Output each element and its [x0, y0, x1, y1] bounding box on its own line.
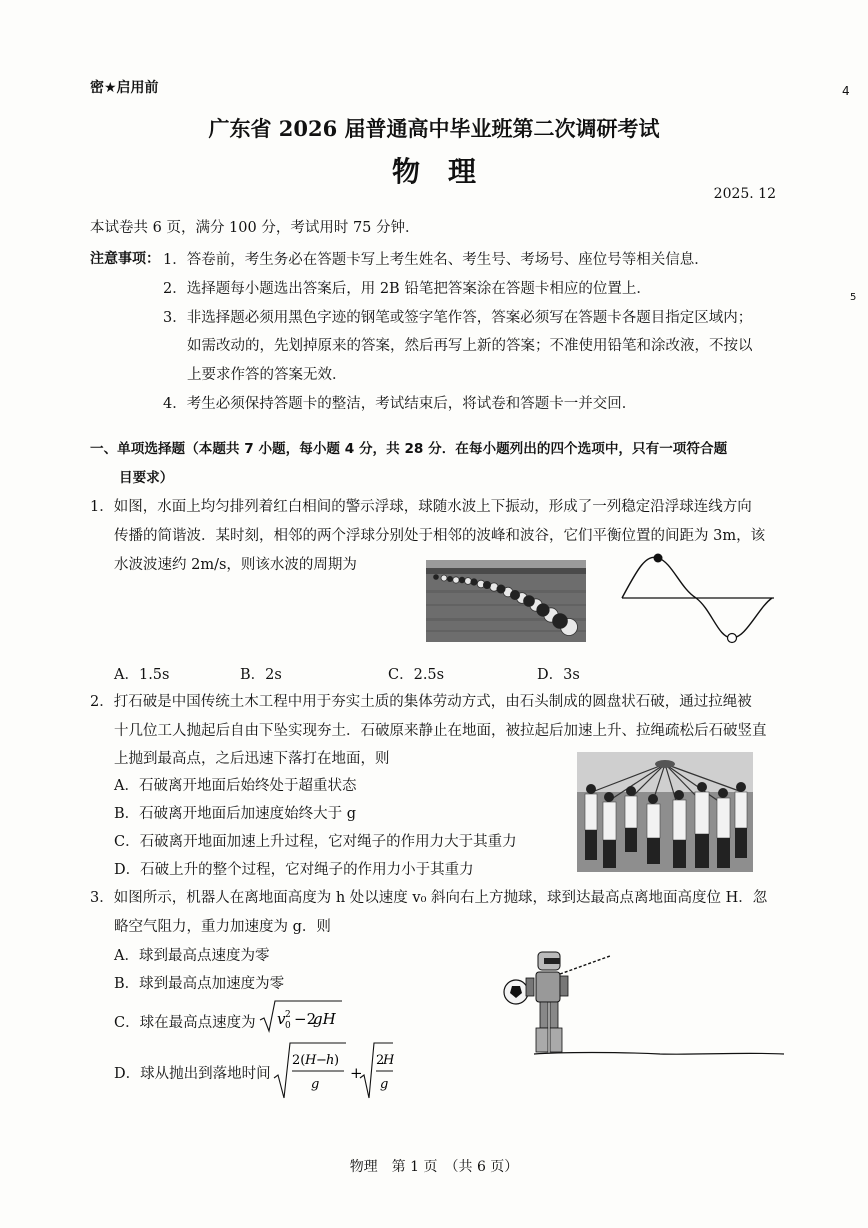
subject-title: 物理 [391, 155, 504, 188]
svg-text:2: 2 [285, 1010, 291, 1020]
formula-sqrt-v0-2gh [258, 998, 344, 1038]
question-1-text: 传播的简谐波．某时刻，相邻的两个浮球分别处于相邻的波峰和波谷，它们平衡位置的间距为 3m，该 [114, 528, 766, 544]
note-item: 4．考生必须保持答题卡的整洁，考试结束后，将试卷和答题卡一并交回． [163, 396, 637, 412]
buoy-photo [426, 560, 586, 642]
corner-number: 4 [842, 84, 850, 98]
svg-text:2(: 2( [292, 1053, 306, 1068]
corner-number-mid: 5 [850, 292, 857, 303]
exam-title: 广东省 2026 届普通高中毕业班第二次调研考试 [208, 116, 660, 141]
robot-throw-diagram [500, 944, 786, 1060]
option-a: A．石破离开地面后始终处于超重状态 [114, 778, 357, 794]
option-b: B．石破离开地面后加速度始终大于 g [114, 806, 357, 822]
option-c: C．2.5s [388, 667, 445, 683]
svg-text:−2: −2 [294, 1010, 317, 1028]
option-d: D．石破上升的整个过程，它对绳子的作用力小于其重力 [114, 862, 474, 878]
wave-diagram [618, 548, 778, 650]
svg-text:): ) [334, 1053, 340, 1068]
note-item: 3．非选择题必须用黑色字迹的钢笔或签字笔作答，答案必须写在答题卡各题目指定区域内； [163, 310, 753, 326]
svg-text:−: − [316, 1053, 327, 1068]
question-2-text: 十几位工人抛起后自由下坠实现夯土．石破原来静止在地面，被拉起后加速上升、拉绳疏松后石破竖直 [114, 723, 767, 739]
section-heading: 一、单项选择题（本题共 7 小题，每小题 4 分，共 28 分．在每小题列出的四个选项中，只有一项符合题 [90, 441, 728, 457]
notes-label: 注意事项： [90, 251, 160, 267]
svg-text:v: v [277, 1010, 286, 1028]
crest-buoy [654, 554, 663, 563]
trough-buoy [728, 634, 737, 643]
svg-text:gH: gH [313, 1010, 336, 1028]
exam-intro: 本试卷共 6 页，满分 100 分，考试用时 75 分钟． [90, 220, 420, 236]
svg-text:g: g [380, 1077, 389, 1092]
stone-tamping-photo [577, 752, 753, 872]
question-2-text: 2．打石破是中国传统土木工程中用于夯实土质的集体劳动方式，由石头制成的圆盘状石破，通过拉绳被 [90, 694, 752, 710]
option-d: D．球从抛出到落地时间 [114, 1066, 271, 1082]
option-a: A．1.5s [114, 667, 170, 683]
question-3-text: 略空气阻力，重力加速度为 g．则 [114, 919, 331, 935]
svg-text:h: h [326, 1053, 335, 1068]
section-heading-cont: 目要求） [119, 470, 174, 486]
confidential-mark: 密★启用前 [90, 80, 159, 96]
exam-date: 2025. 12 [713, 186, 776, 202]
option-c: C．球在最高点速度为 [114, 1015, 256, 1031]
svg-text:2: 2 [376, 1053, 385, 1068]
question-1-text: 1．如图，水面上均匀排列着红白相间的警示浮球，球随水波上下振动，形成了一列稳定沿浮球连线方向 [90, 499, 752, 515]
option-b: B．2s [240, 667, 282, 683]
svg-text:H: H [305, 1053, 317, 1068]
page-footer: 物理 第 1 页 （共 6 页） [349, 1159, 519, 1175]
option-c: C．石破离开地面加速上升过程，它对绳子的作用力大于其重力 [114, 834, 517, 850]
question-1-text: 水波波速约 2m/s，则该水波的周期为 [114, 557, 357, 573]
svg-text:+: + [350, 1064, 363, 1082]
note-item: 1．答卷前，考生务必在答题卡写上考生姓名、考生号、考场号、座位号等相关信息． [163, 252, 709, 268]
option-a: A．球到最高点速度为零 [114, 948, 270, 964]
option-d: D．3s [537, 667, 580, 683]
svg-text:H: H [383, 1053, 394, 1068]
option-b: B．球到最高点加速度为零 [114, 976, 285, 992]
question-3-text: 3．如图所示，机器人在离地面高度为 h 处以速度 v₀ 斜向右上方抛球，球到达最高点离地面高度位 H．忽 [90, 890, 768, 906]
question-2-text: 上抛到最高点，之后迅速下落打在地面，则 [114, 751, 390, 767]
note-item: 如需改动的，先划掉原来的答案，然后再写上新的答案；不准使用铅笔和涂改液，不按以 [187, 338, 753, 354]
svg-text:g: g [311, 1077, 320, 1092]
note-item: 2．选择题每小题选出答案后，用 2B 铅笔把答案涂在答题卡相应的位置上． [163, 281, 651, 297]
formula-fall-time [272, 1040, 394, 1106]
svg-text:0: 0 [285, 1021, 291, 1031]
note-item: 上要求作答的答案无效． [187, 367, 347, 383]
